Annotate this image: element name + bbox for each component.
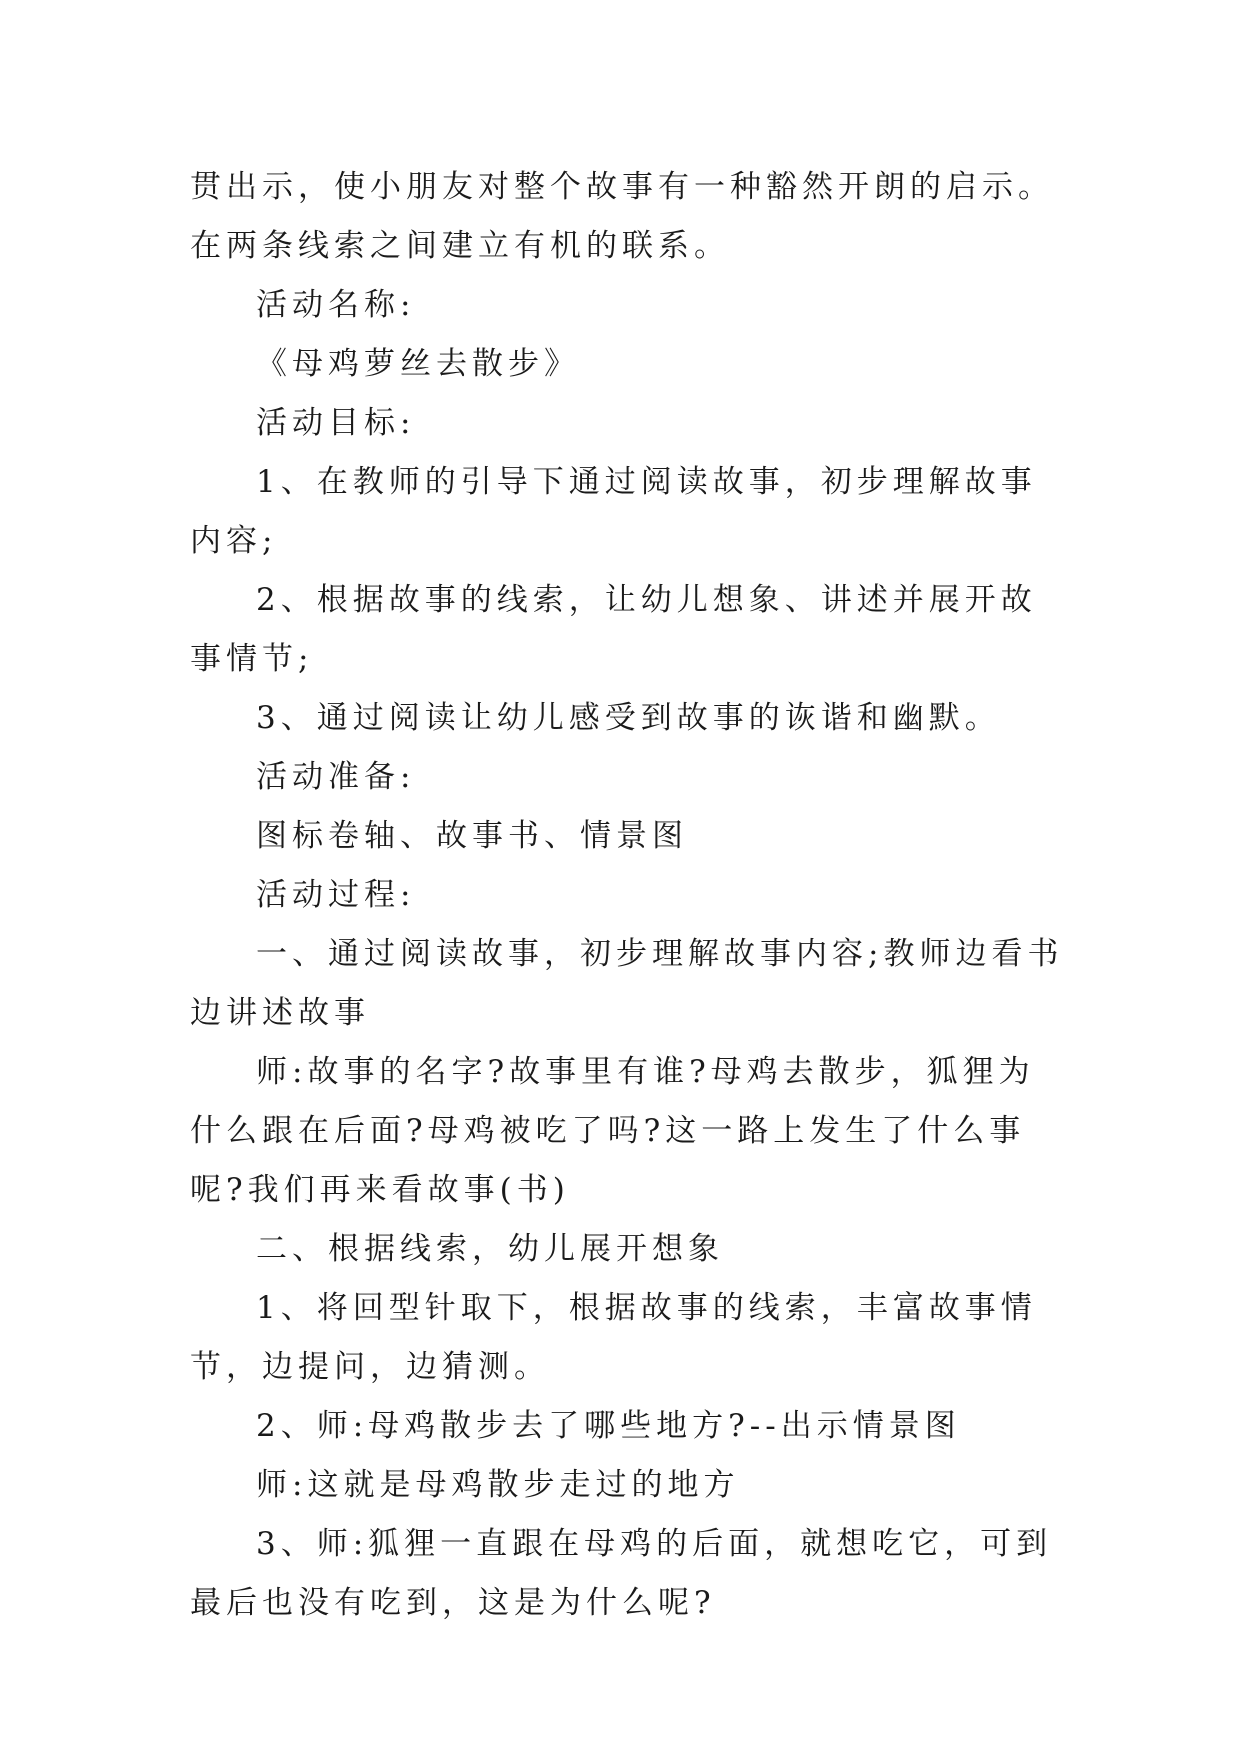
- paragraph: 活动过程:: [256, 877, 416, 913]
- document-body: [190, 158, 1070, 1633]
- paragraph: 2、根据故事的线索，让幼儿想象、讲述并展开故事情节;: [190, 582, 1037, 677]
- paragraph: 2、师:母鸡散步去了哪些地方?--出示情景图: [256, 1408, 961, 1444]
- paragraph: 贯出示，使小朋友对整个故事有一种豁然开朗的启示。在两条线索之间建立有机的联系。: [190, 169, 1054, 264]
- paragraph: 师:这就是母鸡散步走过的地方: [256, 1467, 740, 1503]
- paragraph: 活动准备:: [256, 759, 416, 795]
- paragraph: 3、师:狐狸一直跟在母鸡的后面，就想吃它，可到最后也没有吃到，这是为什么呢?: [190, 1526, 1053, 1621]
- paragraph: 活动目标:: [256, 405, 416, 441]
- paragraph: 《母鸡萝丝去散步》: [256, 346, 580, 382]
- paragraph: 一、通过阅读故事，初步理解故事内容;教师边看书边讲述故事: [190, 936, 1064, 1031]
- paragraph: 3、通过阅读让幼儿感受到故事的诙谐和幽默。: [256, 700, 1001, 736]
- paragraph: 图标卷轴、故事书、情景图: [256, 818, 688, 854]
- paragraph: 师:故事的名字?故事里有谁?母鸡去散步，狐狸为什么跟在后面?母鸡被吃了吗?这一路上发生了什么事呢?我们再来看故事(书): [190, 1054, 1035, 1208]
- paragraph: 1、在教师的引导下通过阅读故事，初步理解故事内容;: [190, 464, 1037, 559]
- paragraph: 二、根据线索，幼儿展开想象: [256, 1231, 724, 1267]
- paragraph: 活动名称:: [256, 287, 416, 323]
- paragraph: 1、将回型针取下，根据故事的线索，丰富故事情节，边提问，边猜测。: [190, 1290, 1037, 1385]
